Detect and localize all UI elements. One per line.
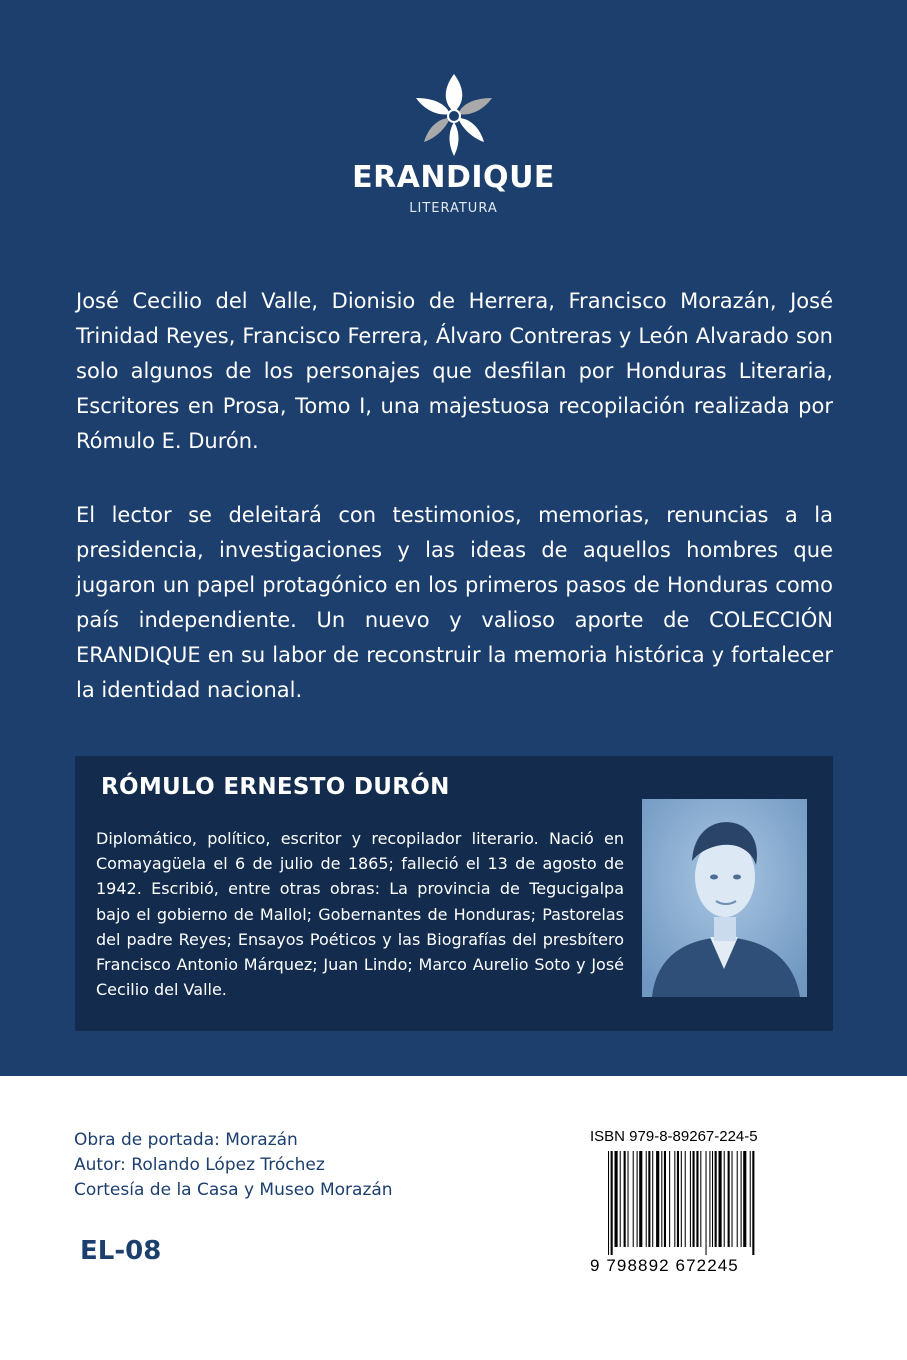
barcode-bar [712,1151,713,1247]
barcode-bar [700,1151,701,1247]
barcode-bar [715,1151,717,1247]
barcode-bar [752,1151,754,1255]
brand-name: ERANDIQUE [352,160,555,195]
barcode-bar [674,1151,675,1247]
barcode-bar [681,1151,682,1247]
barcode-bar [750,1151,751,1247]
barcode-bar [615,1151,618,1247]
barcode-bar [719,1151,722,1247]
author-portrait [642,799,807,997]
isbn-barcode [590,1128,756,1278]
barcode-bar [648,1151,650,1247]
barcode-bar [611,1151,613,1255]
barcode-bar [709,1151,710,1247]
barcode-bar [728,1151,730,1247]
barcode-bar [741,1151,742,1247]
author-bio: Diplomático, político, escritor y recopilador literario. Nació en Comayagüela el 6 de julio de 1865; falleció el 13 de agosto de 1942. Escribió, entre otras obras: La provincia de Tegucigalpa bajo el gobierno de Mallol; Gobernantes de Honduras; Pastorelas del padre Reyes; Ensayos Poéticos y las Biografías del presbítero Francisco Antonio Márquez; Juan Lindo; Marco Aurelio Soto y José Cecilio del Valle. [96,829,624,1000]
description-paragraph-2: El lector se deleitará con testimonios, memorias, renuncias a la presidencia, investigaciones y las ideas de aquellos hombres que jugaron un papel protagónico en los primeros pasos de Honduras como país independiente. Un nuevo y valioso aporte de COLECCIÓN ERANDIQUE en su labor de reconstruir la memoria histórica y fortalecer la identidad nacional. [76,503,833,702]
author-box [75,756,833,1031]
barcode-bar [620,1151,621,1247]
barcode-bar [624,1151,626,1247]
barcode-bar [608,1151,609,1255]
description-paragraph-1: José Cecilio del Valle, Dionisio de Herrera, Francisco Morazán, José Trinidad Reyes, Francisco Ferrera, Álvaro Contreras y León Alvarado son solo algunos de los personajes que desfilan por Honduras Literaria, Escritores en Prosa, Tomo I, una majestuosa recopilación realizada por Rómulo E. Durón. [76,289,833,453]
barcode-bar [696,1151,698,1247]
cover-credits [74,1128,393,1203]
barcode-bar [743,1151,746,1247]
barcode-bar [693,1151,695,1247]
barcode-bar [706,1151,707,1255]
collection-code: EL-08 [80,1236,162,1266]
credit-line-artist: Autor: Rolando López Tróchez [74,1155,325,1175]
credit-line-courtesy: Cortesía de la Casa y Museo Morazán [74,1180,393,1200]
isbn-label: ISBN 979-8-89267-224-5 [590,1128,758,1145]
barcode-bar [637,1151,638,1247]
barcode-bar [628,1151,629,1247]
barcode-bar [646,1151,647,1247]
barcode-bar [732,1151,733,1247]
flower-icon [412,72,496,158]
barcode-bar [664,1151,666,1247]
isbn-digits: 9 798892 672245 [590,1256,739,1275]
barcode-bar [669,1151,670,1247]
barcode-bar [652,1151,653,1247]
author-name: RÓMULO ERNESTO DURÓN [101,774,450,800]
barcode-bars [608,1151,756,1255]
barcode-bar [656,1151,659,1247]
barcode-bar [677,1151,679,1247]
barcode-bar [737,1151,738,1247]
credit-line-artwork: Obra de portada: Morazán [74,1130,298,1150]
brand-subtitle: LITERATURA [409,201,498,216]
barcode-bar [633,1151,634,1247]
barcode-bar [661,1151,662,1247]
barcode-bar [724,1151,725,1247]
barcode-bar [685,1151,686,1247]
barcode-bar [639,1151,642,1247]
barcode-bar [690,1151,691,1247]
